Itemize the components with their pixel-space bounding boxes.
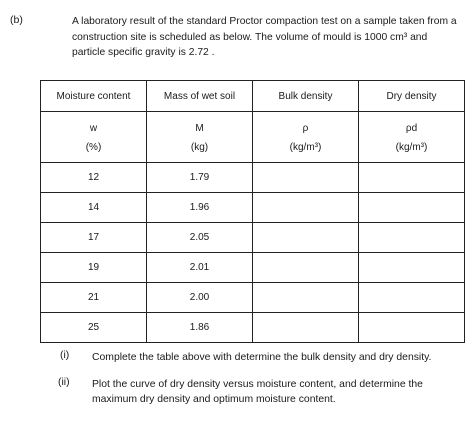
cell-mass: 2.05: [147, 223, 253, 253]
cell-moisture: 25: [41, 313, 147, 343]
question-label: (b): [10, 14, 23, 26]
cell-bulk-density: [253, 193, 359, 223]
cell-bulk-density: [253, 283, 359, 313]
cell-dry-density: [359, 313, 465, 343]
cell-dry-density: [359, 193, 465, 223]
unit-dry: (kg/m³): [395, 142, 428, 153]
symbol-dry: ρd: [405, 123, 418, 134]
cell-moisture: 12: [41, 163, 147, 193]
cell-moisture: 17: [41, 223, 147, 253]
table-row: [41, 283, 465, 313]
table-row: [41, 163, 465, 193]
table-row: [41, 253, 465, 283]
unit-m: (kg): [190, 142, 209, 153]
cell-mass: 1.96: [147, 193, 253, 223]
symbol-w: w: [89, 123, 98, 134]
cell-moisture: 14: [41, 193, 147, 223]
cell-moisture: 19: [41, 253, 147, 283]
cell-moisture: 21: [41, 283, 147, 313]
header-dry-density: Dry density: [359, 81, 465, 112]
task-2-text: Plot the curve of dry density versus moisture content, and determine the maximum dry density and optimum moisture content.: [92, 379, 423, 405]
unit-w: (%): [85, 142, 102, 153]
cell-bulk-density: [253, 163, 359, 193]
task-2-number: (ii): [58, 377, 70, 388]
symbol-cell-m: [147, 112, 253, 163]
header-moisture-content: Moisture content: [41, 81, 147, 112]
compaction-table: [40, 80, 465, 343]
table-header-row: [41, 81, 465, 112]
task-1-number: (i): [60, 350, 70, 361]
unit-bulk: (kg/m³): [289, 142, 322, 153]
symbol-m: M: [195, 123, 204, 134]
table-row: [41, 223, 465, 253]
table-row: [41, 193, 465, 223]
table-symbol-row: [41, 112, 465, 163]
cell-dry-density: [359, 283, 465, 313]
header-bulk-density: Bulk density: [253, 81, 359, 112]
symbol-cell-bulk: [253, 112, 359, 163]
cell-bulk-density: [253, 253, 359, 283]
cell-mass: 2.00: [147, 283, 253, 313]
question-intro: A laboratory result of the standard Proctor compaction test on a sample taken from a construction site is scheduled as below. The volume of mould is 1000 cm³ and particle specific gravity is 2.72 .: [72, 16, 457, 58]
cell-bulk-density: [253, 223, 359, 253]
symbol-cell-w: [41, 112, 147, 163]
table-row: [41, 313, 465, 343]
symbol-cell-dry: [359, 112, 465, 163]
cell-dry-density: [359, 253, 465, 283]
cell-dry-density: [359, 223, 465, 253]
header-mass-wet-soil: Mass of wet soil: [147, 81, 253, 112]
cell-mass: 1.79: [147, 163, 253, 193]
cell-dry-density: [359, 163, 465, 193]
cell-mass: 1.86: [147, 313, 253, 343]
task-1-text: Complete the table above with determine the bulk density and dry density.: [92, 352, 432, 363]
symbol-bulk: ρ: [302, 123, 309, 134]
cell-mass: 2.01: [147, 253, 253, 283]
cell-bulk-density: [253, 313, 359, 343]
